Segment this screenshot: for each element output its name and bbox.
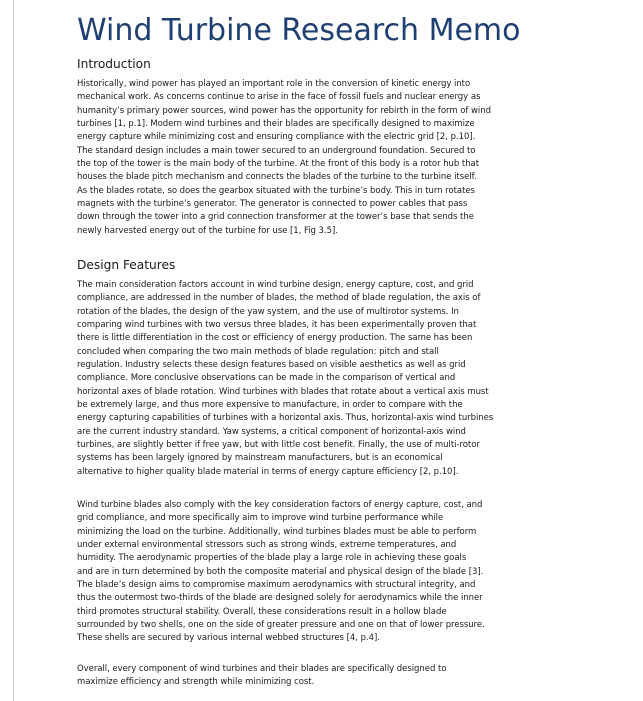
text-line: comparing wind turbines with two versus three blades, it has been experimentally proven that [77, 320, 477, 331]
text-line: compliance, are addressed in the number of blades, the method of blade regulation, the axis of [77, 293, 481, 304]
paragraph-design-considerations [77, 279, 609, 479]
text-line: surrounded by two shells, one on the side of greater pressure and one on that of lower pressure. [77, 620, 485, 631]
text-line: The main consideration factors account in wind turbine design, energy capture, cost, and grid [77, 280, 474, 290]
text-line: The standard design includes a main tower secured to an underground foundation. Secured to [77, 145, 476, 156]
section-heading-introduction: Introduction [77, 57, 151, 71]
text-line: humanity’s primary power sources, wind power has the opportunity for rebirth in the form of wind [77, 105, 491, 116]
text-line: Historically, wind power has played an important role in the conversion of kinetic energy into [77, 79, 471, 89]
text-line: and are in turn determined by both the composite material and physical design of the blade [3]. [77, 566, 484, 577]
section-heading-design-features: Design Features [77, 258, 176, 272]
paragraph-introduction [77, 78, 609, 238]
page-margin-rule [13, 0, 14, 701]
text-line: third promotes structural stability. Overall, these considerations result in a hollow blade [77, 606, 447, 617]
text-line: turbines [1, p.1]. Modern wind turbines and their blades are specifically designed to maximize [77, 119, 475, 130]
text-line: the top of the tower is the main body of the turbine. At the front of this body is a rotor hub that [77, 159, 480, 170]
text-line: magnets with the turbine’s generator. The generator is connected to power cables that pass [77, 199, 468, 210]
text-line: concluded when comparing the two main methods of blade regulation: pitch and stall [77, 346, 439, 357]
text-line: energy capture while minimizing cost and ensuring compliance with the electric grid [2, p.10]. [77, 132, 476, 143]
text-line: systems has been largely ignored by mainstream manufacturers, but is an economical [77, 453, 443, 464]
text-line: thus the outermost two-thirds of the blade are designed solely for aerodynamics while the inner [77, 593, 483, 604]
text-line: Overall, every component of wind turbines and their blades are specifically designed to [77, 664, 447, 674]
text-line: humidity. The aerodynamic properties of the blade play a large role in achieving these goals [77, 553, 467, 564]
text-line: grid compliance, and more specifically aim to improve wind turbine performance while [77, 513, 444, 524]
text-line: turbines, are slightly better if free yaw, but with little cost benefit. Finally, the use of multi-rotor [77, 440, 480, 451]
text-line: horizontal axes of blade rotation. Wind turbines with blades that rotate about a vertical axis must [77, 386, 489, 397]
text-line: alternative to higher quality blade material in terms of energy capture efficiency [2, p.10]. [77, 466, 459, 477]
text-line: under external environmental stressors such as strong winds, extreme temperatures, and [77, 540, 457, 551]
text-line: houses the blade pitch mechanism and connects the blades of the turbine to the turbine itself. [77, 172, 477, 183]
text-line: minimizing the load on the turbine. Additionally, wind turbines blades must be able to perform [77, 526, 477, 537]
text-line: rotation of the blades, the design of the yaw system, and the use of multirotor systems. In [77, 306, 459, 317]
text-line: The blade’s design aims to compromise maximum aerodynamics with structural integrity, and [77, 580, 476, 591]
paragraph-blade-design [77, 499, 609, 646]
text-line: newly harvested energy out of the turbine for use [1, Fig 3.5]. [77, 225, 338, 236]
paragraph-conclusion [77, 663, 609, 690]
text-line: are the current industry standard. Yaw systems, a critical component of horizontal-axis wind [77, 426, 466, 437]
document-title: Wind Turbine Research Memo [77, 13, 521, 48]
text-line: As the blades rotate, so does the gearbox situated with the turbine’s body. This in turn rotates [77, 185, 475, 196]
text-line: Wind turbine blades also comply with the key consideration factors of energy capture, cost, and [77, 500, 483, 510]
text-line: be extremely large, and thus more expensive to manufacture, in order to compare with the [77, 400, 463, 411]
text-line: down through the tower into a grid connection transformer at the tower’s base that sends the [77, 212, 474, 223]
text-line: mechanical work. As concerns continue to arise in the face of fossil fuels and nuclear energy as [77, 92, 481, 103]
text-line: compliance. More conclusive observations can be made in the comparison of vertical and [77, 373, 456, 384]
text-line: regulation. Industry selects these design features based on visible aesthetics as well as grid [77, 360, 466, 371]
text-line: energy capturing capabilities of turbines with a horizontal axis. Thus, horizontal-axis wind turbines [77, 413, 494, 424]
text-line: These shells are secured by various internal webbed structures [4, p.4]. [77, 633, 380, 644]
text-line: there is little differentiation in the cost or efficiency of energy production. The same has been [77, 333, 473, 344]
text-line: maximize efficiency and strength while minimizing cost. [77, 677, 315, 688]
